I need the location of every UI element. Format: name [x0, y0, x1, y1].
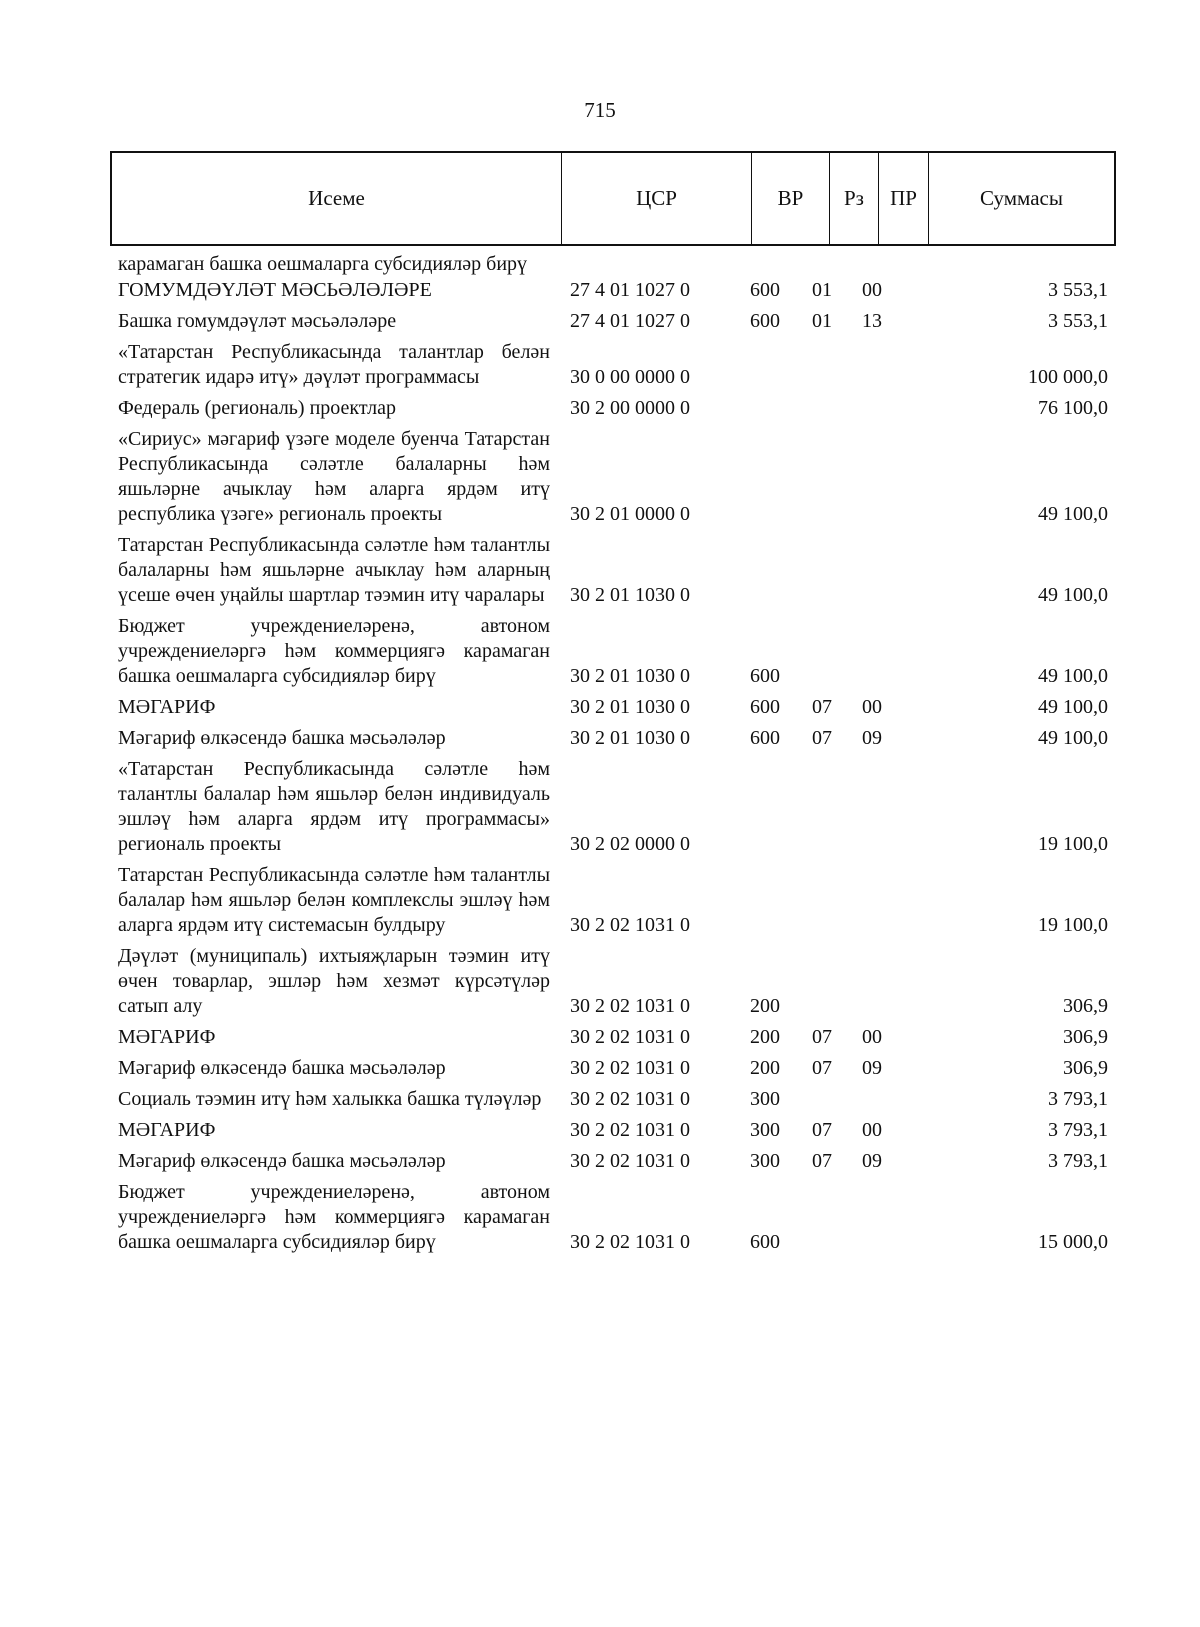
row-sum: 49 100,0	[1038, 503, 1108, 525]
table-row	[118, 396, 1108, 421]
table-row	[118, 1056, 1108, 1081]
row-vr: 200	[750, 995, 780, 1017]
row-rz: 07	[812, 696, 832, 718]
row-vr: 300	[750, 1088, 780, 1110]
table-row	[118, 309, 1108, 334]
row-name: Дәүләт (муниципаль) ихтыяҗларын тәэмин итү өчен товарлар, эшләр һәм хезмәт күрсәтүләр сатып алу	[118, 945, 550, 1017]
row-vr: 600	[750, 727, 780, 749]
row-csr: 30 2 02 1031 0	[570, 1026, 690, 1048]
row-vr: 600	[750, 665, 780, 687]
row-csr: 30 2 02 1031 0	[570, 1088, 690, 1110]
table-row	[118, 252, 1108, 277]
row-sum: 306,9	[1063, 995, 1108, 1017]
row-csr: 30 2 01 1030 0	[570, 727, 690, 749]
row-name: карамаган башка оешмаларга субсидияләр бирү	[118, 253, 528, 275]
table-body	[118, 252, 1108, 1261]
row-sum: 3 793,1	[1048, 1119, 1108, 1141]
row-pr: 00	[862, 696, 882, 718]
table-row	[118, 944, 1108, 1019]
header-csr: ЦСР	[562, 153, 752, 244]
row-pr: 00	[862, 279, 882, 301]
row-sum: 3 793,1	[1048, 1088, 1108, 1110]
row-csr: 30 2 02 1031 0	[570, 995, 690, 1017]
table-row	[118, 695, 1108, 720]
row-sum: 306,9	[1063, 1057, 1108, 1079]
row-csr: 30 2 02 1031 0	[570, 914, 690, 936]
row-sum: 3 553,1	[1048, 310, 1108, 332]
row-name: Мәгариф өлкәсендә башка мәсьәләләр	[118, 1057, 446, 1079]
row-csr: 30 2 02 1031 0	[570, 1150, 690, 1172]
row-name: Бюджет учреждениеләренә, автоном учреждениеләргә һәм коммерциягә карамаган башка оешмаларга субсидияләр бирү	[118, 1181, 550, 1253]
row-sum: 49 100,0	[1038, 696, 1108, 718]
row-name: ГОМУМДӘҮЛӘТ МӘСЬӘЛӘЛӘРЕ	[118, 279, 432, 301]
row-name: МӘГАРИФ	[118, 1119, 216, 1141]
table-row	[118, 863, 1108, 938]
row-sum: 3 553,1	[1048, 279, 1108, 301]
row-sum: 49 100,0	[1038, 665, 1108, 687]
table-row	[118, 757, 1108, 857]
row-vr: 600	[750, 279, 780, 301]
row-pr: 09	[862, 1150, 882, 1172]
row-vr: 200	[750, 1057, 780, 1079]
table-row	[118, 726, 1108, 751]
row-vr: 300	[750, 1150, 780, 1172]
table-row	[118, 1087, 1108, 1112]
row-csr: 30 2 02 1031 0	[570, 1119, 690, 1141]
row-rz: 07	[812, 727, 832, 749]
row-sum: 19 100,0	[1038, 833, 1108, 855]
row-vr: 200	[750, 1026, 780, 1048]
table-row	[118, 1025, 1108, 1050]
row-rz: 01	[812, 279, 832, 301]
row-csr: 27 4 01 1027 0	[570, 310, 690, 332]
row-name: «Сириус» мәгариф үзәге моделе буенча Татарстан Республикасында сәләтле балаларны һәм яшьләрне ачыклау һәм аларга ярдәм итү республика үзәге» региональ проекты	[118, 428, 550, 525]
header-rz: Рз	[830, 153, 879, 244]
row-rz: 07	[812, 1026, 832, 1048]
row-pr: 09	[862, 1057, 882, 1079]
row-name: МӘГАРИФ	[118, 1026, 216, 1048]
row-csr: 30 2 01 1030 0	[570, 696, 690, 718]
header-pr: ПР	[879, 153, 929, 244]
row-sum: 3 793,1	[1048, 1150, 1108, 1172]
table-row	[118, 614, 1108, 689]
row-vr: 600	[750, 696, 780, 718]
row-csr: 30 0 00 0000 0	[570, 366, 690, 388]
row-sum: 15 000,0	[1038, 1231, 1108, 1253]
table-header	[110, 151, 1116, 246]
row-csr: 30 2 01 1030 0	[570, 584, 690, 606]
header-name: Исеме	[112, 153, 562, 244]
row-rz: 07	[812, 1119, 832, 1141]
row-name: «Татарстан Республикасында талантлар белән стратегик идарә итү» дәүләт программасы	[118, 341, 550, 388]
row-rz: 07	[812, 1057, 832, 1079]
row-csr: 30 2 02 1031 0	[570, 1057, 690, 1079]
row-sum: 49 100,0	[1038, 584, 1108, 606]
header-sum: Суммасы	[980, 186, 1063, 210]
row-csr: 27 4 01 1027 0	[570, 279, 690, 301]
row-sum: 76 100,0	[1038, 397, 1108, 419]
row-csr: 30 2 00 0000 0	[570, 397, 690, 419]
row-vr: 600	[750, 1231, 780, 1253]
row-name: Татарстан Республикасында сәләтле һәм талантлы балалар һәм яшьләр белән комплекслы эшләү һәм аларга ярдәм итү системасын булдыру	[118, 864, 550, 936]
table-row	[118, 1149, 1108, 1174]
row-name: «Татарстан Республикасында сәләтле һәм талантлы балалар һәм яшьләр белән индивидуаль эшләү һәм аларга ярдәм итү программасы» региональ проекты	[118, 758, 550, 855]
table-row	[118, 340, 1108, 390]
row-vr: 600	[750, 310, 780, 332]
table-row	[118, 427, 1108, 527]
row-vr: 300	[750, 1119, 780, 1141]
table-row	[118, 1180, 1108, 1255]
row-name: Татарстан Республикасында сәләтле һәм талантлы балаларны һәм яшьләрне ачыклау һәм аларның үсеше өчен уңайлы шартлар тәэмин итү чаралары	[118, 534, 550, 606]
row-csr: 30 2 01 1030 0	[570, 665, 690, 687]
header-vr: ВР	[752, 153, 830, 244]
page-number: 715	[584, 98, 616, 122]
row-rz: 07	[812, 1150, 832, 1172]
row-name: Мәгариф өлкәсендә башка мәсьәләләр	[118, 727, 446, 749]
row-rz: 01	[812, 310, 832, 332]
row-name: Федераль (региональ) проектлар	[118, 397, 396, 419]
row-csr: 30 2 02 0000 0	[570, 833, 690, 855]
row-name: Социаль тәэмин итү һәм халыкка башка түләүләр	[118, 1088, 542, 1110]
row-sum: 306,9	[1063, 1026, 1108, 1048]
row-pr: 09	[862, 727, 882, 749]
row-sum: 100 000,0	[1028, 366, 1108, 388]
row-name: Башка гомумдәүләт мәсьәләләре	[118, 310, 397, 332]
table-row	[118, 1118, 1108, 1143]
row-sum: 19 100,0	[1038, 914, 1108, 936]
row-name: Бюджет учреждениеләренә, автоном учреждениеләргә һәм коммерциягә карамаган башка оешмаларга субсидияләр бирү	[118, 615, 550, 687]
row-name: Мәгариф өлкәсендә башка мәсьәләләр	[118, 1150, 446, 1172]
row-pr: 13	[862, 310, 882, 332]
row-csr: 30 2 02 1031 0	[570, 1231, 690, 1253]
row-name: МӘГАРИФ	[118, 696, 216, 718]
row-sum: 49 100,0	[1038, 727, 1108, 749]
row-pr: 00	[862, 1119, 882, 1141]
row-pr: 00	[862, 1026, 882, 1048]
table-row	[118, 533, 1108, 608]
table-row	[118, 278, 1108, 303]
row-csr: 30 2 01 0000 0	[570, 503, 690, 525]
